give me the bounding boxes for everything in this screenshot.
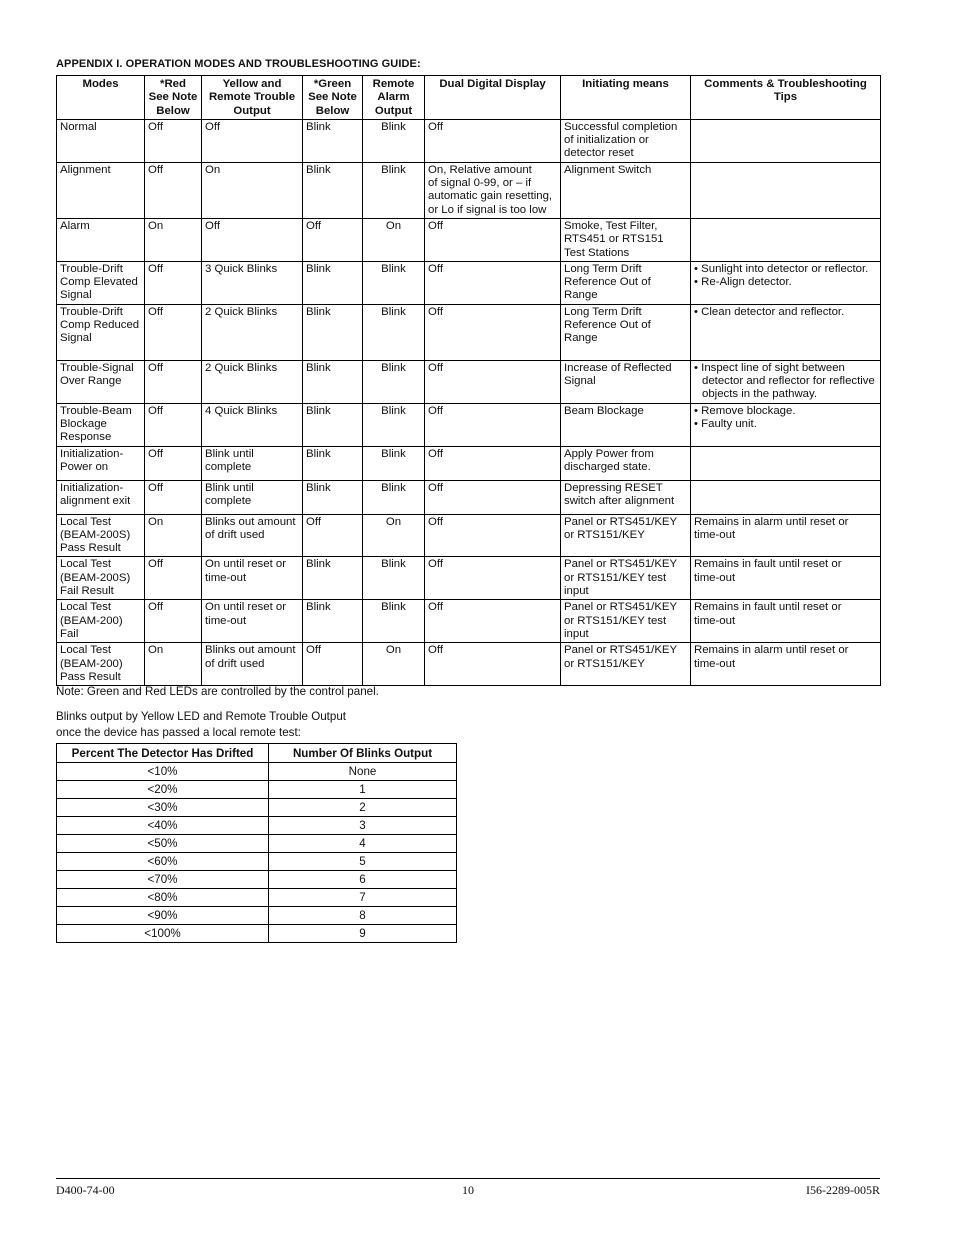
drift-row	[57, 853, 457, 871]
mode-line: alignment exit	[60, 494, 131, 507]
yellow-led-cell	[202, 643, 303, 686]
drift-percent-cell: <70%	[57, 871, 269, 889]
drift-percent-cell: <40%	[57, 817, 269, 835]
mode-line: (BEAM-200)	[60, 657, 123, 670]
display-cell	[425, 119, 561, 162]
red-led-cell: On	[145, 514, 202, 557]
yellow-line: 4 Quick Blinks	[205, 404, 278, 417]
table-row	[57, 446, 881, 480]
display-line: Off	[428, 558, 443, 571]
yellow-line: 3 Quick Blinks	[205, 262, 278, 275]
drift-row	[57, 889, 457, 907]
initiating-cell	[561, 119, 691, 162]
display-line: Off	[428, 219, 443, 232]
display-line: Off	[428, 481, 443, 494]
table-row	[57, 119, 881, 162]
display-cell	[425, 600, 561, 643]
column-header-line: Initiating means	[582, 78, 669, 90]
initiating-line: or RTS151/KEY	[564, 528, 645, 541]
initiating-line: Reference Out of	[564, 276, 651, 289]
initiating-cell	[561, 643, 691, 686]
yellow-led-cell	[202, 162, 303, 218]
column-header-line: Output	[233, 104, 271, 117]
red-led-cell: On	[145, 643, 202, 686]
initiating-line: detector reset	[564, 147, 634, 160]
green-led-cell: Off	[303, 514, 363, 557]
column-header-line: See Note	[148, 91, 198, 104]
yellow-led-cell	[202, 557, 303, 600]
drift-blinks-cell: 8	[269, 907, 457, 925]
mode-line: Trouble-Signal	[60, 361, 134, 374]
remote-alarm-cell: Blink	[363, 446, 425, 480]
table-row	[57, 480, 881, 514]
column-header-red	[145, 76, 202, 120]
comments-cell	[691, 403, 881, 446]
mode-line: (BEAM-200S)	[60, 528, 131, 541]
red-led-cell: Off	[145, 557, 202, 600]
mode-line: Local Test	[60, 558, 112, 571]
yellow-led-cell	[202, 261, 303, 304]
remote-alarm-cell: On	[363, 218, 425, 261]
initiating-line: or RTS151/KEY	[564, 657, 645, 670]
yellow-line: complete	[205, 460, 252, 473]
comment-line: time-out	[694, 528, 736, 541]
yellow-line: 2 Quick Blinks	[205, 361, 278, 374]
initiating-line: Long Term Drift	[564, 262, 642, 275]
initiating-line: Test Stations	[564, 246, 630, 259]
initiating-line: or RTS151/KEY test	[564, 571, 667, 584]
yellow-line: On	[205, 163, 221, 176]
yellow-led-cell	[202, 446, 303, 480]
yellow-led-cell	[202, 304, 303, 360]
green-led-cell: Off	[303, 643, 363, 686]
initiating-line: Increase of Reflected	[564, 361, 672, 374]
initiating-line: or RTS151/KEY test	[564, 614, 667, 627]
green-led-cell: Blink	[303, 600, 363, 643]
drift-blinks-table	[56, 743, 457, 943]
drift-row	[57, 763, 457, 781]
yellow-line: time-out	[205, 614, 247, 627]
mode-cell	[57, 261, 145, 304]
red-led-cell: Off	[145, 119, 202, 162]
initiating-line: Apply Power from	[564, 447, 654, 460]
drift-row	[57, 835, 457, 853]
comments-cell	[691, 162, 881, 218]
initiating-line: Depressing RESET	[564, 481, 663, 494]
table-row	[57, 162, 881, 218]
comments-cell	[691, 480, 881, 514]
table-row	[57, 600, 881, 643]
mode-line: Trouble-Drift	[60, 262, 123, 275]
drift-row	[57, 871, 457, 889]
table-row	[57, 403, 881, 446]
remote-alarm-cell: Blink	[363, 119, 425, 162]
drift-header-blinks: Number Of Blinks Output	[269, 744, 457, 763]
green-led-cell: Blink	[303, 304, 363, 360]
mode-line: Power on	[60, 460, 109, 473]
mode-cell	[57, 480, 145, 514]
initiating-line: Panel or RTS451/KEY	[564, 515, 678, 528]
yellow-led-cell	[202, 600, 303, 643]
initiating-line: Successful completion	[564, 120, 678, 133]
initiating-line: Panel or RTS451/KEY	[564, 601, 678, 614]
footer-page-number: 10	[462, 1183, 474, 1197]
mode-line: Initialization-	[60, 447, 124, 460]
remote-alarm-cell: On	[363, 514, 425, 557]
comments-cell	[691, 218, 881, 261]
column-header-yellow	[202, 76, 303, 120]
drift-row	[57, 925, 457, 943]
mode-cell	[57, 162, 145, 218]
red-led-cell: Off	[145, 360, 202, 403]
green-led-cell: Blink	[303, 360, 363, 403]
comment-line: • Remove blockage.	[694, 404, 796, 417]
initiating-line: Long Term Drift	[564, 305, 642, 318]
column-header-line: *Red	[160, 78, 186, 90]
display-cell	[425, 514, 561, 557]
blinks-intro-line: Blinks output by Yellow LED and Remote Trouble Output	[56, 710, 347, 723]
footer-rule	[56, 1178, 880, 1179]
mode-line: Comp Reduced	[60, 319, 140, 332]
initiating-line: Range	[564, 332, 598, 345]
mode-cell	[57, 446, 145, 480]
table-row	[57, 514, 881, 557]
mode-line: (BEAM-200)	[60, 614, 123, 627]
drift-percent-cell: <10%	[57, 763, 269, 781]
drift-blinks-cell: 4	[269, 835, 457, 853]
drift-row	[57, 817, 457, 835]
drift-percent-cell: <90%	[57, 907, 269, 925]
drift-header-row	[57, 744, 457, 763]
column-header-line: Dual Digital Display	[439, 78, 546, 90]
comment-line: • Sunlight into detector or reflector.	[694, 262, 869, 275]
comment-line: time-out	[694, 614, 736, 627]
initiating-cell	[561, 218, 691, 261]
initiating-cell	[561, 514, 691, 557]
drift-blinks-cell: 3	[269, 817, 457, 835]
yellow-line: complete	[205, 494, 252, 507]
display-cell	[425, 304, 561, 360]
yellow-led-cell	[202, 119, 303, 162]
initiating-line: switch after alignment	[564, 494, 675, 507]
column-header-line: Remote	[372, 78, 415, 90]
remote-alarm-cell: Blink	[363, 600, 425, 643]
mode-line: Alignment	[60, 163, 111, 176]
remote-alarm-cell: On	[363, 643, 425, 686]
initiating-line: Reference Out of	[564, 319, 651, 332]
column-header-line: Below	[315, 104, 350, 117]
display-line: On, Relative amount	[428, 163, 532, 176]
mode-line: Over Range	[60, 375, 122, 388]
display-line: Off	[428, 601, 443, 614]
mode-line: Comp Elevated	[60, 276, 138, 289]
comment-line: Remains in fault until reset or	[694, 601, 842, 614]
comment-line: Remains in fault until reset or	[694, 558, 842, 571]
remote-alarm-cell: Blink	[363, 162, 425, 218]
comments-cell	[691, 360, 881, 403]
initiating-cell	[561, 557, 691, 600]
initiating-cell	[561, 600, 691, 643]
table-row	[57, 643, 881, 686]
yellow-line: Off	[205, 219, 220, 232]
yellow-line: Blinks out amount	[205, 644, 296, 657]
led-note: Note: Green and Red LEDs are controlled by the control panel.	[56, 685, 379, 698]
comment-line: • Clean detector and reflector.	[694, 305, 845, 318]
column-header-line: Yellow and	[222, 78, 282, 90]
column-header-remote	[363, 76, 425, 120]
initiating-cell	[561, 261, 691, 304]
column-header-line: Below	[156, 104, 190, 117]
drift-percent-cell: <30%	[57, 799, 269, 817]
appendix-heading: APPENDIX I. OPERATION MODES AND TROUBLESHOOTING GUIDE:	[56, 58, 421, 70]
initiating-cell	[561, 360, 691, 403]
column-header-line: Modes	[82, 78, 119, 90]
drift-percent-cell: <60%	[57, 853, 269, 871]
table-row	[57, 261, 881, 304]
display-cell	[425, 162, 561, 218]
display-line: of signal 0-99, or – if	[428, 177, 532, 190]
drift-percent-cell: <50%	[57, 835, 269, 853]
red-led-cell: Off	[145, 162, 202, 218]
comments-cell	[691, 446, 881, 480]
initiating-line: Smoke, Test Filter,	[564, 219, 658, 232]
yellow-line: On until reset or	[205, 601, 287, 614]
green-led-cell: Blink	[303, 403, 363, 446]
initiating-line: input	[564, 585, 589, 598]
display-line: Off	[428, 447, 443, 460]
mode-line: Local Test	[60, 515, 112, 528]
mode-line: Pass Result	[60, 670, 121, 683]
drift-row	[57, 799, 457, 817]
column-header-line: *Green	[313, 78, 352, 90]
initiating-line: Alignment Switch	[564, 163, 652, 176]
green-led-cell: Blink	[303, 557, 363, 600]
mode-line: Normal	[60, 120, 97, 133]
mode-cell	[57, 557, 145, 600]
display-line: Off	[428, 515, 443, 528]
column-header-green	[303, 76, 363, 120]
blinks-intro-line: once the device has passed a local remote test:	[56, 725, 301, 739]
mode-line: Signal	[60, 332, 92, 345]
table-row	[57, 360, 881, 403]
initiating-line: RTS451 or RTS151	[564, 233, 664, 246]
yellow-line: Blink until	[205, 447, 254, 460]
blinks-intro	[56, 709, 346, 740]
initiating-line: Signal	[564, 375, 596, 388]
mode-line: Local Test	[60, 601, 112, 614]
mode-cell	[57, 643, 145, 686]
column-header-line: Comments & Troubleshooting	[704, 78, 867, 90]
drift-blinks-cell: 7	[269, 889, 457, 907]
mode-cell	[57, 600, 145, 643]
display-line: Off	[428, 404, 443, 417]
column-header-modes	[57, 76, 145, 120]
yellow-line: On until reset or	[205, 558, 287, 571]
drift-percent-cell: <80%	[57, 889, 269, 907]
column-header-line: Tips	[773, 91, 798, 104]
mode-line: Blockage	[60, 417, 107, 430]
mode-cell	[57, 119, 145, 162]
comment-line: Remains in alarm until reset or	[694, 515, 849, 528]
table-row	[57, 557, 881, 600]
red-led-cell: Off	[145, 403, 202, 446]
drift-row	[57, 907, 457, 925]
column-header-line: See Note	[308, 91, 357, 104]
comment-line: • Inspect line of sight between detector and reflector for reflective objects in the pathway.	[694, 361, 875, 401]
table-header-row	[57, 76, 881, 120]
drift-header-percent: Percent The Detector Has Drifted	[57, 744, 269, 763]
footer-part-number: I56-2289-005R	[806, 1183, 880, 1197]
yellow-line: of drift used	[205, 528, 265, 541]
mode-cell	[57, 403, 145, 446]
initiating-line: Panel or RTS451/KEY	[564, 644, 678, 657]
column-header-display	[425, 76, 561, 120]
display-cell	[425, 480, 561, 514]
display-cell	[425, 261, 561, 304]
remote-alarm-cell: Blink	[363, 360, 425, 403]
mode-line: Signal	[60, 289, 92, 302]
display-line: Off	[428, 305, 443, 318]
mode-line: Trouble-Beam	[60, 404, 132, 417]
display-cell	[425, 218, 561, 261]
red-led-cell: Off	[145, 261, 202, 304]
column-header-line: Alarm	[377, 91, 410, 104]
footer-doc-code: D400-74-00	[56, 1183, 115, 1197]
mode-line: Alarm	[60, 219, 90, 232]
drift-blinks-cell: 1	[269, 781, 457, 799]
yellow-line: 2 Quick Blinks	[205, 305, 278, 318]
display-line: or Lo if signal is too low	[428, 203, 547, 216]
initiating-line: of initialization or	[564, 134, 649, 147]
table-row	[57, 218, 881, 261]
red-led-cell: Off	[145, 480, 202, 514]
yellow-line: of drift used	[205, 657, 265, 670]
display-cell	[425, 643, 561, 686]
initiating-line: discharged state.	[564, 460, 651, 473]
comment-line: time-out	[694, 571, 736, 584]
display-line: Off	[428, 262, 443, 275]
comments-cell	[691, 261, 881, 304]
comment-line: time-out	[694, 657, 736, 670]
yellow-line: Blinks out amount	[205, 515, 296, 528]
red-led-cell: On	[145, 218, 202, 261]
comments-cell	[691, 643, 881, 686]
initiating-cell	[561, 304, 691, 360]
yellow-led-cell	[202, 403, 303, 446]
table-row	[57, 304, 881, 360]
red-led-cell: Off	[145, 304, 202, 360]
comment-line: • Re-Align detector.	[694, 276, 792, 289]
initiating-line: Range	[564, 289, 598, 302]
initiating-line: input	[564, 627, 589, 640]
display-line: automatic gain resetting,	[428, 190, 553, 203]
mode-cell	[57, 304, 145, 360]
display-cell	[425, 557, 561, 600]
comments-cell	[691, 557, 881, 600]
remote-alarm-cell: Blink	[363, 261, 425, 304]
column-header-line: Remote Trouble	[208, 91, 296, 104]
mode-cell	[57, 218, 145, 261]
mode-cell	[57, 514, 145, 557]
comment-line: Remains in alarm until reset or	[694, 644, 849, 657]
red-led-cell: Off	[145, 600, 202, 643]
comments-cell	[691, 600, 881, 643]
yellow-line: time-out	[205, 571, 247, 584]
initiating-line: Panel or RTS451/KEY	[564, 558, 678, 571]
column-header-initiating	[561, 76, 691, 120]
comment-line: • Faulty unit.	[694, 417, 757, 430]
column-header-comments	[691, 76, 881, 120]
green-led-cell: Blink	[303, 119, 363, 162]
remote-alarm-cell: Blink	[363, 480, 425, 514]
initiating-cell	[561, 403, 691, 446]
comments-cell	[691, 119, 881, 162]
drift-blinks-cell: 9	[269, 925, 457, 943]
initiating-line: Beam Blockage	[564, 404, 644, 417]
initiating-cell	[561, 162, 691, 218]
yellow-line: Off	[205, 120, 220, 133]
green-led-cell: Off	[303, 218, 363, 261]
drift-blinks-cell: 5	[269, 853, 457, 871]
mode-line: Fail Result	[60, 585, 114, 598]
mode-line: Fail	[60, 627, 79, 640]
yellow-led-cell	[202, 218, 303, 261]
mode-line: Local Test	[60, 644, 112, 657]
mode-cell	[57, 360, 145, 403]
display-line: Off	[428, 120, 443, 133]
drift-blinks-cell: 6	[269, 871, 457, 889]
column-header-line: Output	[374, 104, 413, 117]
drift-blinks-cell: 2	[269, 799, 457, 817]
green-led-cell: Blink	[303, 261, 363, 304]
comments-cell	[691, 304, 881, 360]
mode-line: Trouble-Drift	[60, 305, 123, 318]
display-cell	[425, 446, 561, 480]
yellow-led-cell	[202, 480, 303, 514]
mode-line: Initialization-	[60, 481, 124, 494]
initiating-cell	[561, 480, 691, 514]
remote-alarm-cell: Blink	[363, 557, 425, 600]
initiating-cell	[561, 446, 691, 480]
drift-percent-cell: <20%	[57, 781, 269, 799]
yellow-led-cell	[202, 360, 303, 403]
comments-cell	[691, 514, 881, 557]
display-cell	[425, 403, 561, 446]
drift-blinks-cell: None	[269, 763, 457, 781]
yellow-line: Blink until	[205, 481, 254, 494]
display-cell	[425, 360, 561, 403]
green-led-cell: Blink	[303, 446, 363, 480]
display-line: Off	[428, 361, 443, 374]
remote-alarm-cell: Blink	[363, 304, 425, 360]
remote-alarm-cell: Blink	[363, 403, 425, 446]
red-led-cell: Off	[145, 446, 202, 480]
green-led-cell: Blink	[303, 480, 363, 514]
mode-line: Response	[60, 431, 112, 444]
mode-line: (BEAM-200S)	[60, 571, 131, 584]
mode-line: Pass Result	[60, 542, 121, 555]
drift-percent-cell: <100%	[57, 925, 269, 943]
yellow-led-cell	[202, 514, 303, 557]
operation-modes-table	[56, 75, 881, 686]
green-led-cell: Blink	[303, 162, 363, 218]
display-line: Off	[428, 644, 443, 657]
drift-row	[57, 781, 457, 799]
